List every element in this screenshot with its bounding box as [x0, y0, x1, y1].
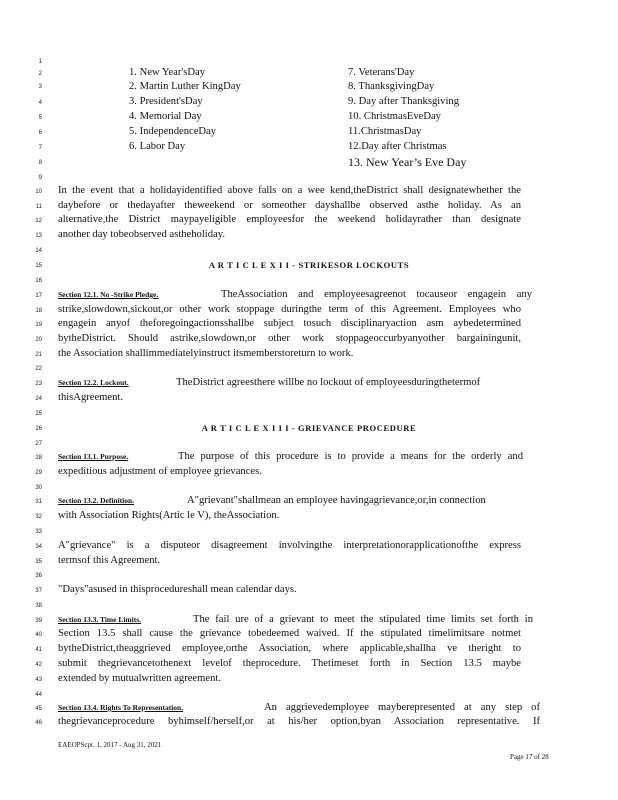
section-title: Section 13.2. Definition. [58, 496, 135, 505]
holiday-item: 2. Martin Luther KingDay [129, 81, 241, 92]
text-line: bytheDistrict. Should astrike,slowdown,or other work stoppageoccurbyanyother bargainingunit, [58, 333, 521, 344]
text-line: In the event that a holidayidentified above falls on a wee kend,theDistrict shall designatewhether the [58, 185, 521, 196]
text-line: engagein anyof theforegoingactionsshallbe subject tosuch disciplinaryaction asm aybedetermined [58, 318, 521, 329]
line-number: 15 [35, 263, 42, 269]
section-title: Section 13.3. Time Limits. [58, 615, 142, 624]
section-title: Section 13.1. Purpose. [58, 452, 129, 461]
line-number: 18 [35, 308, 42, 314]
line-number: 41 [35, 647, 42, 653]
line-number: 20 [35, 337, 42, 343]
line-number: 6 [38, 130, 42, 136]
line-number: 24 [35, 396, 42, 402]
text-line: thisAgreement. [58, 392, 124, 403]
line-number: 42 [35, 662, 42, 668]
line-number: 8 [38, 160, 42, 166]
line-number: 43 [35, 677, 42, 683]
section-title: Section 13.4. Rights To Representation. [58, 703, 184, 712]
article-heading: A R T I C L E X I I I - GRIEVANCE PROCEDURE [201, 423, 417, 433]
line-number: 21 [35, 352, 42, 358]
line-number: 25 [35, 411, 42, 417]
line-number: 3 [38, 84, 42, 90]
line-number: 9 [38, 175, 42, 181]
line-number: 35 [35, 559, 42, 565]
text-line: submit thegrievancetothenext levelof theprocedure. Thetimeset forth in Section 13.5 maybe [58, 658, 521, 669]
holiday-item: 5. IndependenceDay [129, 126, 217, 137]
holiday-item: 8. ThanksgivingDay [348, 81, 435, 92]
line-number: 23 [35, 381, 42, 387]
footer-contract-term: EAEOPScpt. 1, 2017 - Aug 31, 2021 [58, 741, 162, 749]
article-heading: A R T I C L E X I I - STRIKESOR LOCKOUTS [208, 260, 410, 270]
holiday-item: 9. Day after Thanksgiving [348, 96, 460, 107]
holiday-item: 3. President'sDay [129, 96, 203, 107]
text-line: the Association shallimmediatelyinstruct itsmemberstoreturn to work. [58, 348, 354, 359]
line-number: 2 [38, 71, 42, 77]
line-number: 36 [35, 573, 42, 579]
line-number: 26 [35, 426, 42, 432]
line-number: 46 [35, 720, 42, 726]
text-line: TheDistrict agreesthere willbe no lockout of employeesduringthetermof [176, 377, 481, 388]
section-label [58, 450, 128, 464]
text-line: The purpose of this procedure is to provide a means for the orderly and [178, 451, 523, 462]
holiday-item: 12.Day after Christmas [348, 141, 447, 152]
holiday-item: 10. ChristmasEveDay [348, 111, 441, 122]
footer-page-number: Page 17 of 28 [510, 753, 549, 761]
line-number: 1 [38, 59, 42, 65]
line-number: 44 [35, 692, 42, 698]
holiday-item: 11.ChristmasDay [348, 126, 422, 137]
text-line: another day tobeobserved astheholiday. [58, 229, 225, 240]
line-number: 5 [38, 115, 42, 121]
section-label [58, 613, 141, 627]
text-line: alternative,the District maypayeligible employeesfor the weekend holidayrather than designate [58, 214, 521, 225]
line-number: 31 [35, 499, 42, 505]
section-label [58, 288, 158, 302]
line-number: 40 [35, 632, 42, 638]
text-line: An aggrievedemployee mayberepresented at any step of [264, 702, 540, 713]
line-number: 4 [38, 100, 42, 106]
line-number: 7 [38, 145, 42, 151]
section-label [58, 376, 129, 390]
line-number: 27 [35, 441, 42, 447]
line-number: 16 [35, 278, 42, 284]
text-line: A"grievant"shallmean an employee havingagrievance,or,in connection [187, 495, 486, 506]
section-title: Section 12.1. No -Strike Pledge. [58, 290, 159, 299]
text-line: thegrievanceprocedure byhimself/herself,or at his/her option,byan Association representative. If [58, 716, 540, 727]
section-label [58, 494, 134, 508]
text-line: bytheDistrict,theaggrieved employee,orthe Association, where applicable,shallha ve theright to [58, 643, 521, 654]
holiday-item: 4. Memorial Day [129, 111, 202, 122]
line-number: 11 [35, 204, 42, 210]
section-title: Section 12.2. Lockout. [58, 378, 129, 387]
text-line: with Association Rights(Artic le V), theAssociation. [58, 510, 280, 521]
line-number: 45 [35, 706, 42, 712]
line-number: 34 [35, 544, 42, 550]
line-number: 14 [35, 248, 42, 254]
line-number: 38 [35, 603, 42, 609]
text-line: Section 13.5 shall cause the grievance tobedeemed waived. If the stipulated timelimitsare notmet [58, 628, 521, 639]
text-line: TheAssociation and employeesagreenot tocauseor engagein any [221, 289, 532, 300]
line-number: 28 [35, 455, 42, 461]
text-line: extended by mutualwritten agreement. [58, 673, 221, 684]
line-number: 13 [35, 233, 42, 239]
line-number: 10 [35, 189, 42, 195]
text-line: The fail ure of a grievant to meet the stipulated time limits set forth in [193, 614, 533, 625]
holiday-item: 13. New Year’s Eve Day [348, 155, 467, 169]
line-number: 32 [35, 514, 42, 520]
line-number: 19 [35, 322, 42, 328]
line-number: 22 [35, 366, 42, 372]
text-line: A"grievance" is a disputeor disagreement involvingthe interpretationorapplicationofthe express [58, 540, 521, 551]
line-number: 17 [35, 293, 42, 299]
holiday-item: 1. New Year'sDay [129, 67, 206, 78]
text-line: termsof this Agreement. [58, 555, 161, 566]
text-line: daybefore or thedayafter theweekend or someother dayshallbe observed asthe holiday. As an [58, 200, 521, 211]
text-line: expeditious adjustment of employee grievances. [58, 466, 262, 477]
days-definition: "Days"asused in thisprocedureshall mean calendar days. [58, 584, 297, 595]
line-number: 33 [35, 529, 42, 535]
line-number: 12 [35, 218, 42, 224]
text-line: strike,slowdown,sickout,or other work stoppage duringthe term of this Agreement. Employees who [58, 304, 521, 315]
holiday-item: 6. Labor Day [129, 141, 186, 152]
line-number: 39 [35, 618, 42, 624]
line-number: 37 [35, 588, 42, 594]
line-number: 30 [35, 485, 42, 491]
holiday-item: 7. Veterans'Day [348, 67, 415, 78]
section-label [58, 701, 183, 715]
line-number: 29 [35, 470, 42, 476]
